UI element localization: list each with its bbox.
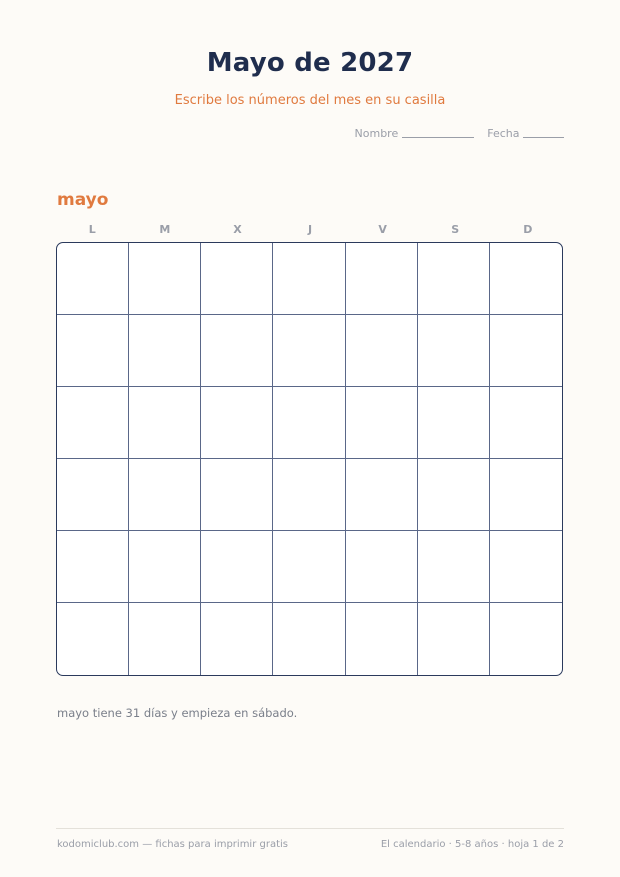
calendar-cell[interactable] — [129, 531, 201, 603]
weekday-label: J — [307, 223, 313, 236]
page-subtitle: Escribe los números del mes en su casilla — [174, 93, 446, 108]
calendar-cell[interactable] — [201, 531, 273, 603]
weekday-label: X — [233, 223, 242, 236]
calendar-cell[interactable] — [346, 531, 418, 603]
weekday-header — [56, 223, 564, 236]
calendar-cell[interactable] — [346, 459, 418, 531]
calendar-cell[interactable] — [57, 603, 129, 675]
calendar-cell[interactable] — [418, 243, 490, 315]
calendar-cell[interactable] — [418, 315, 490, 387]
name-label: Nombre — [354, 127, 399, 140]
calendar-cell[interactable] — [57, 243, 129, 315]
calendar-cell[interactable] — [129, 603, 201, 675]
calendar-cell[interactable] — [57, 531, 129, 603]
calendar-cell[interactable] — [418, 603, 490, 675]
weekday-label: V — [378, 223, 387, 236]
calendar-cell[interactable] — [57, 315, 129, 387]
calendar-cell[interactable] — [346, 315, 418, 387]
name-date-fields — [355, 127, 564, 140]
calendar-cell[interactable] — [201, 387, 273, 459]
calendar-grid — [56, 242, 563, 676]
calendar-cell[interactable] — [273, 531, 345, 603]
calendar-cell[interactable] — [129, 459, 201, 531]
calendar-cell[interactable] — [201, 603, 273, 675]
calendar-cell[interactable] — [57, 387, 129, 459]
footer-divider — [56, 828, 564, 829]
calendar-cell[interactable] — [273, 387, 345, 459]
weekday-label: D — [523, 223, 533, 236]
calendar-cell[interactable] — [273, 315, 345, 387]
date-line[interactable] — [523, 137, 564, 138]
calendar-cell[interactable] — [129, 243, 201, 315]
month-note: mayo tiene 31 días y empieza en sábado. — [57, 706, 298, 720]
calendar-cell[interactable] — [490, 243, 562, 315]
weekday-label: S — [451, 223, 460, 236]
calendar-cell[interactable] — [490, 603, 562, 675]
calendar-cell[interactable] — [346, 603, 418, 675]
date-label: Fecha — [487, 127, 520, 140]
name-line[interactable] — [402, 137, 474, 138]
calendar-cell[interactable] — [273, 459, 345, 531]
calendar-cell[interactable] — [273, 603, 345, 675]
calendar-cell[interactable] — [129, 387, 201, 459]
calendar-cell[interactable] — [346, 243, 418, 315]
weekday-label: M — [159, 223, 171, 236]
calendar-cell[interactable] — [490, 387, 562, 459]
calendar-cell[interactable] — [490, 531, 562, 603]
calendar-cell[interactable] — [346, 387, 418, 459]
calendar-cell[interactable] — [490, 315, 562, 387]
calendar-cell[interactable] — [57, 459, 129, 531]
footer-site: kodomiclub.com — fichas para imprimir gratis — [57, 839, 289, 850]
calendar-cell[interactable] — [201, 459, 273, 531]
month-label: mayo — [57, 190, 109, 210]
weekday-label: L — [88, 223, 96, 236]
calendar-cell[interactable] — [129, 315, 201, 387]
page-title: Mayo de 2027 — [206, 48, 414, 78]
calendar-cell[interactable] — [273, 243, 345, 315]
calendar-cell[interactable] — [418, 459, 490, 531]
calendar-cell[interactable] — [490, 459, 562, 531]
footer-page-info: El calendario · 5-8 años · hoja 1 de 2 — [380, 839, 564, 850]
calendar-cell[interactable] — [418, 387, 490, 459]
calendar-cell[interactable] — [201, 315, 273, 387]
calendar-cell[interactable] — [201, 243, 273, 315]
calendar-cell[interactable] — [418, 531, 490, 603]
